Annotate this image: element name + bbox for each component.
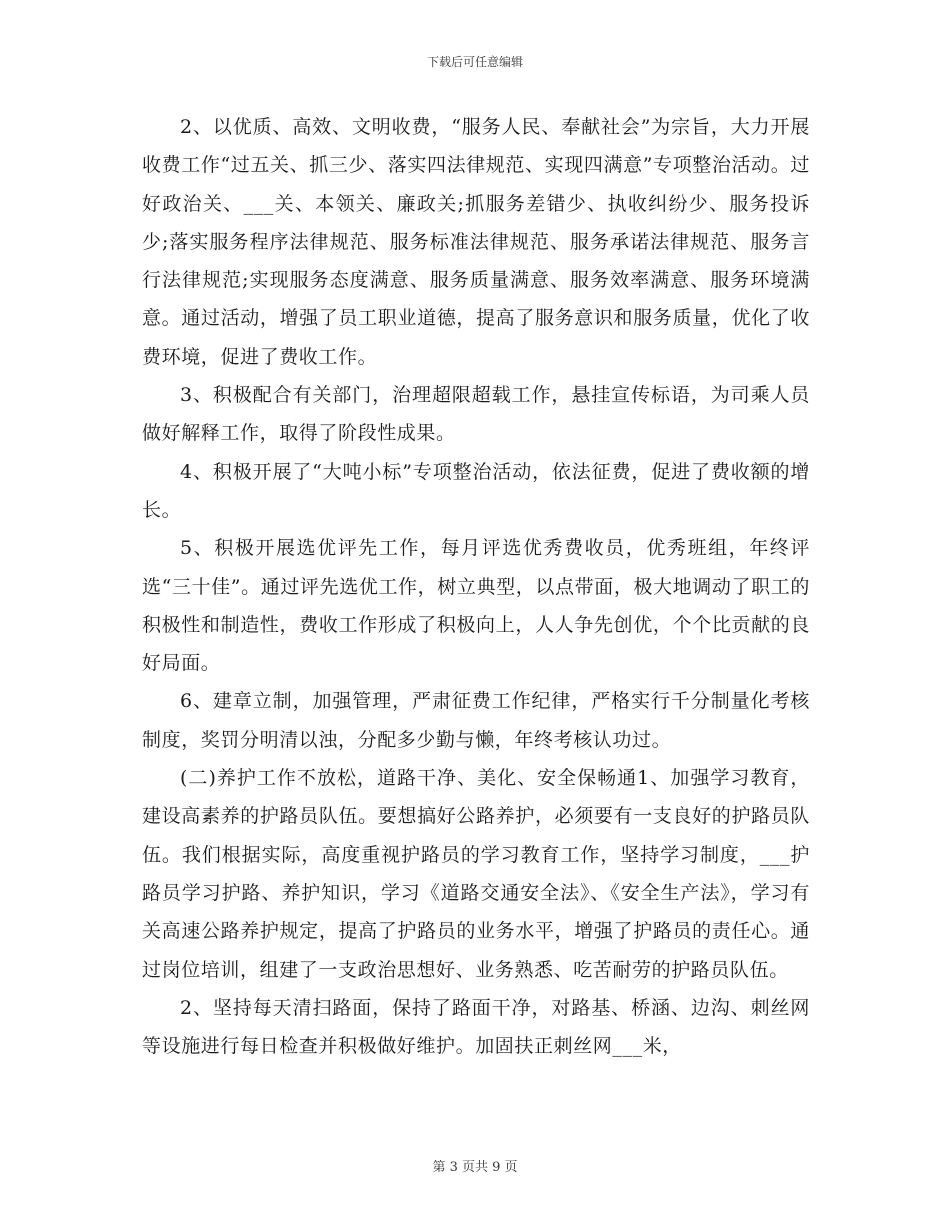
paragraph-item-5-evaluation: 5、积极开展选优评先工作，每月评选优秀费收员，优秀班组，年终评选“三十佳”。通过评先选优工作，树立典型，以点带面，极大地调动了职工的积极性和制造性，费收工作形成了积极向上，人人争先创优，个个比贡献的良好局面。 [142, 537, 810, 675]
document-body [142, 108, 810, 1065]
paragraph-item-3-overload: 3、积极配合有关部门，治理超限超载工作，悬挂宣传标语，为司乘人员做好解释工作，取得了阶段性成果。 [142, 384, 810, 445]
paragraph-item-6-management: 6、建章立制，加强管理，严肃征费工作纪律，严格实行千分制量化考核制度，奖罚分明清以浊，分配多少勤与懒，年终考核认功过。 [142, 690, 810, 751]
paragraph-item-4-campaign: 4、积极开展了“大吨小标”专项整治活动，依法征费，促进了费收额的增长。 [142, 460, 810, 521]
paragraph-section-2-maintenance: (二)养护工作不放松，道路干净、美化、安全保畅通1、加强学习教育，建设高素养的护路员队伍。要想搞好公路养护，必须要有一支良好的护路员队伍。我们根据实际，高度重视护路员的学习教育工作，坚持学习制度，___护路员学习护路、养护知识，学习《道路交通安全法》、《安全生产法》，学习有关高速公路养护规定，提高了护路员的业务水平，增强了护路员的责任心。通过岗位培训，组建了一支政治思想好、业务熟悉、吃苦耐劳的护路员队伍。 [142, 767, 810, 981]
page-header-note: 下载后可任意编辑 [426, 55, 523, 69]
paragraph-item-2-cleaning: 2、坚持每天清扫路面，保持了路面干净，对路基、桥涵、边沟、刺丝网等设施进行每日检查并积极做好维护。加固扶正刺丝网___米， [142, 996, 810, 1058]
paragraph-item-2-fees: 2、以优质、高效、文明收费，“服务人民、奉献社会”为宗旨，大力开展收费工作“过五关、抓三少、落实四法律规范、实现四满意”专项整治活动。过好政治关、___关、本领关、廉政关;抓服务差错少、执收纠纷少、服务投诉少;落实服务程序法律规范、服务标准法律规范、服务承诺法律规范、服务言行法律规范;实现服务态度满意、服务质量满意、服务效率满意、服务环境满意。通过活动，增强了员工职业道德，提高了服务意识和服务质量，优化了收费环境，促进了费收工作。 [142, 116, 810, 368]
page-number: 第 3 页共 9 页 [432, 1160, 518, 1175]
